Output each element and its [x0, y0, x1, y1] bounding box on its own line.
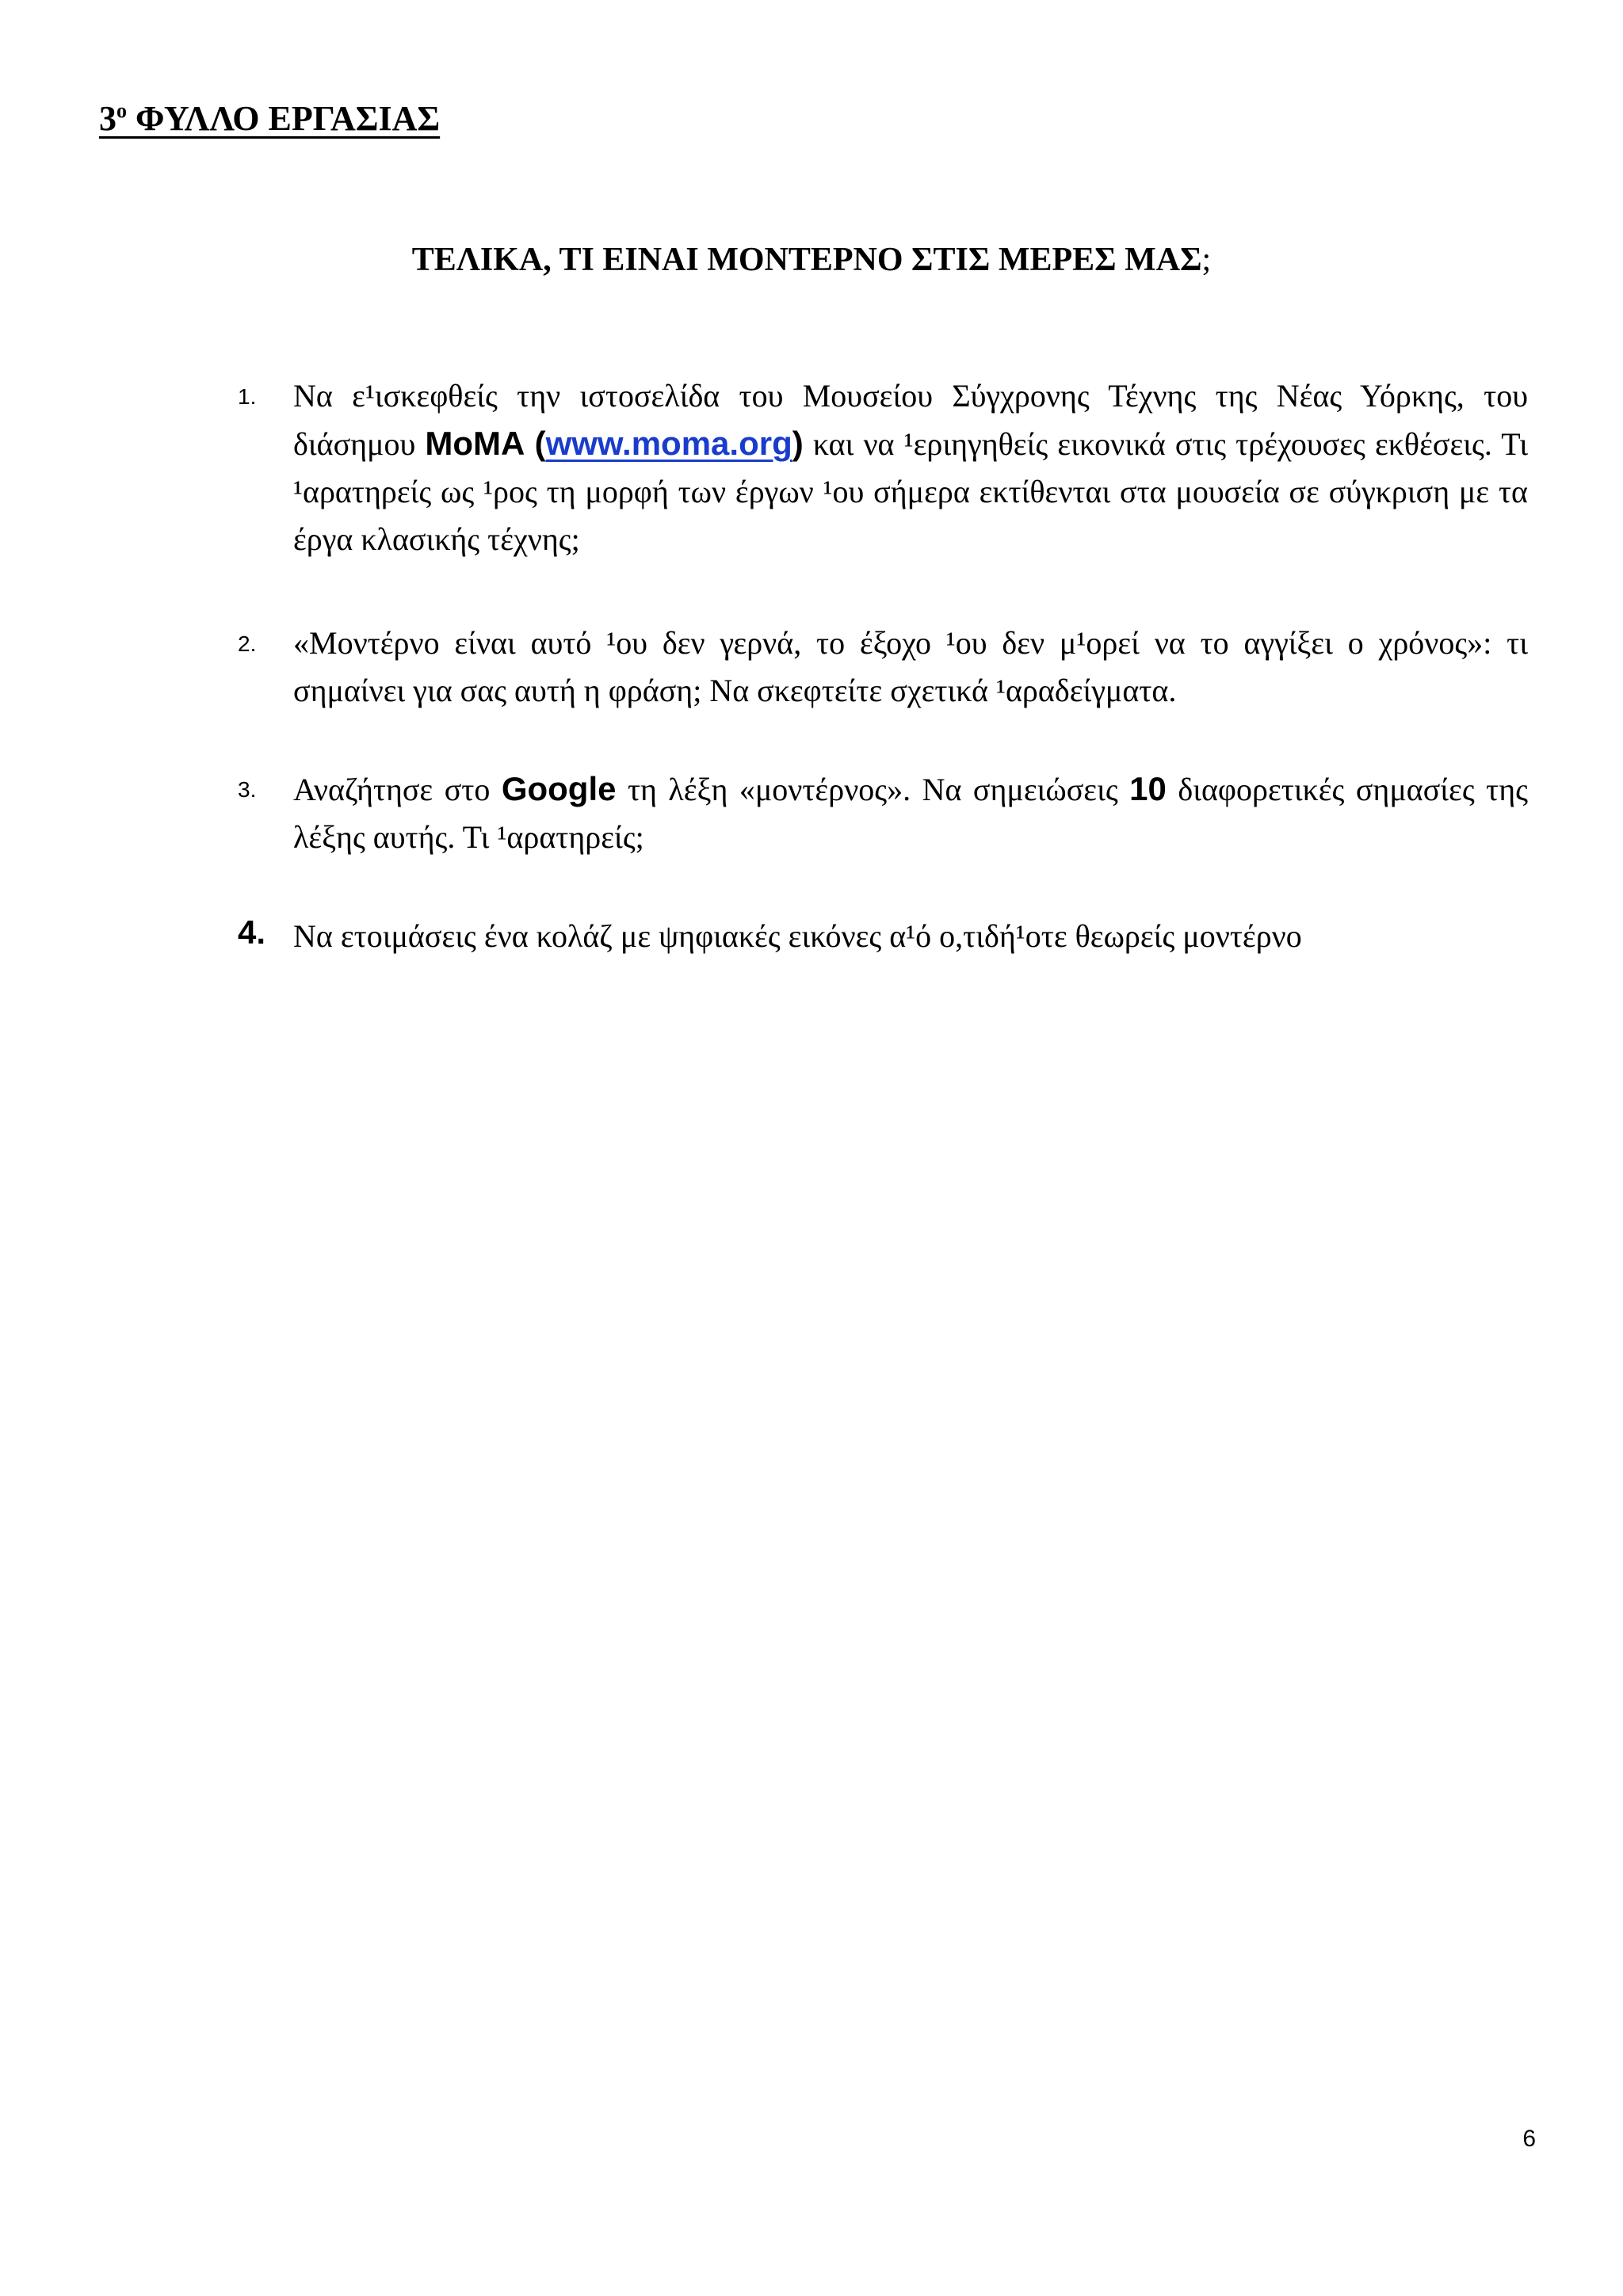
count-number: 10 [1129, 770, 1167, 807]
heading-text: ΦΥΛΛΟ ΕΡΓΑΣΙΑΣ [136, 99, 441, 138]
task-text-part: Να ε¹ισκεφθείς την ιστοσελίδα του Μουσείου Σύγχρονης Τέχνης της Νέας Υόρκης, του διάσημου [293, 378, 1528, 462]
worksheet-heading [99, 97, 440, 141]
moma-link[interactable]: www.moma.org [545, 425, 792, 462]
google-brand: Google [501, 770, 617, 807]
title-question-mark: ; [1201, 242, 1212, 278]
task-text: Να ετοιμάσεις ένα κολάζ με ψηφιακές εικόνες α¹ό ο,τιδή¹οτε θεωρείς μοντέρνο [293, 918, 1302, 954]
task-text-part: Αναζήτησε στο [293, 772, 502, 807]
task-text-part: και να ¹εριηγηθείς εικονικά στις τρέχουσες εκθέσεις. Τι ¹αρατηρείς ως ¹ρος τη μορφή των έργων ¹ου σήμερα εκτίθενται στα μουσεία σε σύγκριση με τα έργα κλασικής τέχνης; [293, 426, 1529, 557]
task-number: 3. [238, 777, 257, 802]
task-number: 4. [238, 913, 266, 951]
page-number: 6 [1522, 2126, 1536, 2152]
task-text-part: τη λέξη «μοντέρνος». Να σημειώσεις [616, 772, 1130, 807]
title-text: ΤΕΛΙΚΑ, ΤΙ ΕΙΝΑΙ ΜΟΝΤΕΡΝΟ ΣΤΙΣ ΜΕΡΕΣ ΜΑΣ [411, 242, 1202, 278]
paren-open: ( [523, 425, 546, 462]
task-text: «Μοντέρνο είναι αυτό ¹ου δεν γερνά, το έξοχο ¹ου δεν μ¹ορεί να το αγγίξει ο χρόνος»: τι σημαίνει για σας αυτή η φράση; Να σκεφτείτε σχετικά ¹αραδείγματα. [293, 625, 1528, 708]
paren-close: ) [792, 425, 804, 462]
heading-number: 3 [99, 99, 116, 138]
heading-superscript: ο [116, 99, 127, 122]
task-text [293, 372, 1528, 563]
task-number: 1. [238, 384, 257, 409]
task-text-part: διαφορετικές σημασίες της λέξης αυτής. Τι ¹αρατηρείς; [293, 772, 1529, 855]
task-number: 2. [238, 631, 257, 656]
worksheet-title [0, 238, 1623, 282]
moma-brand: MoMA [425, 425, 524, 462]
task-text [293, 765, 1528, 861]
